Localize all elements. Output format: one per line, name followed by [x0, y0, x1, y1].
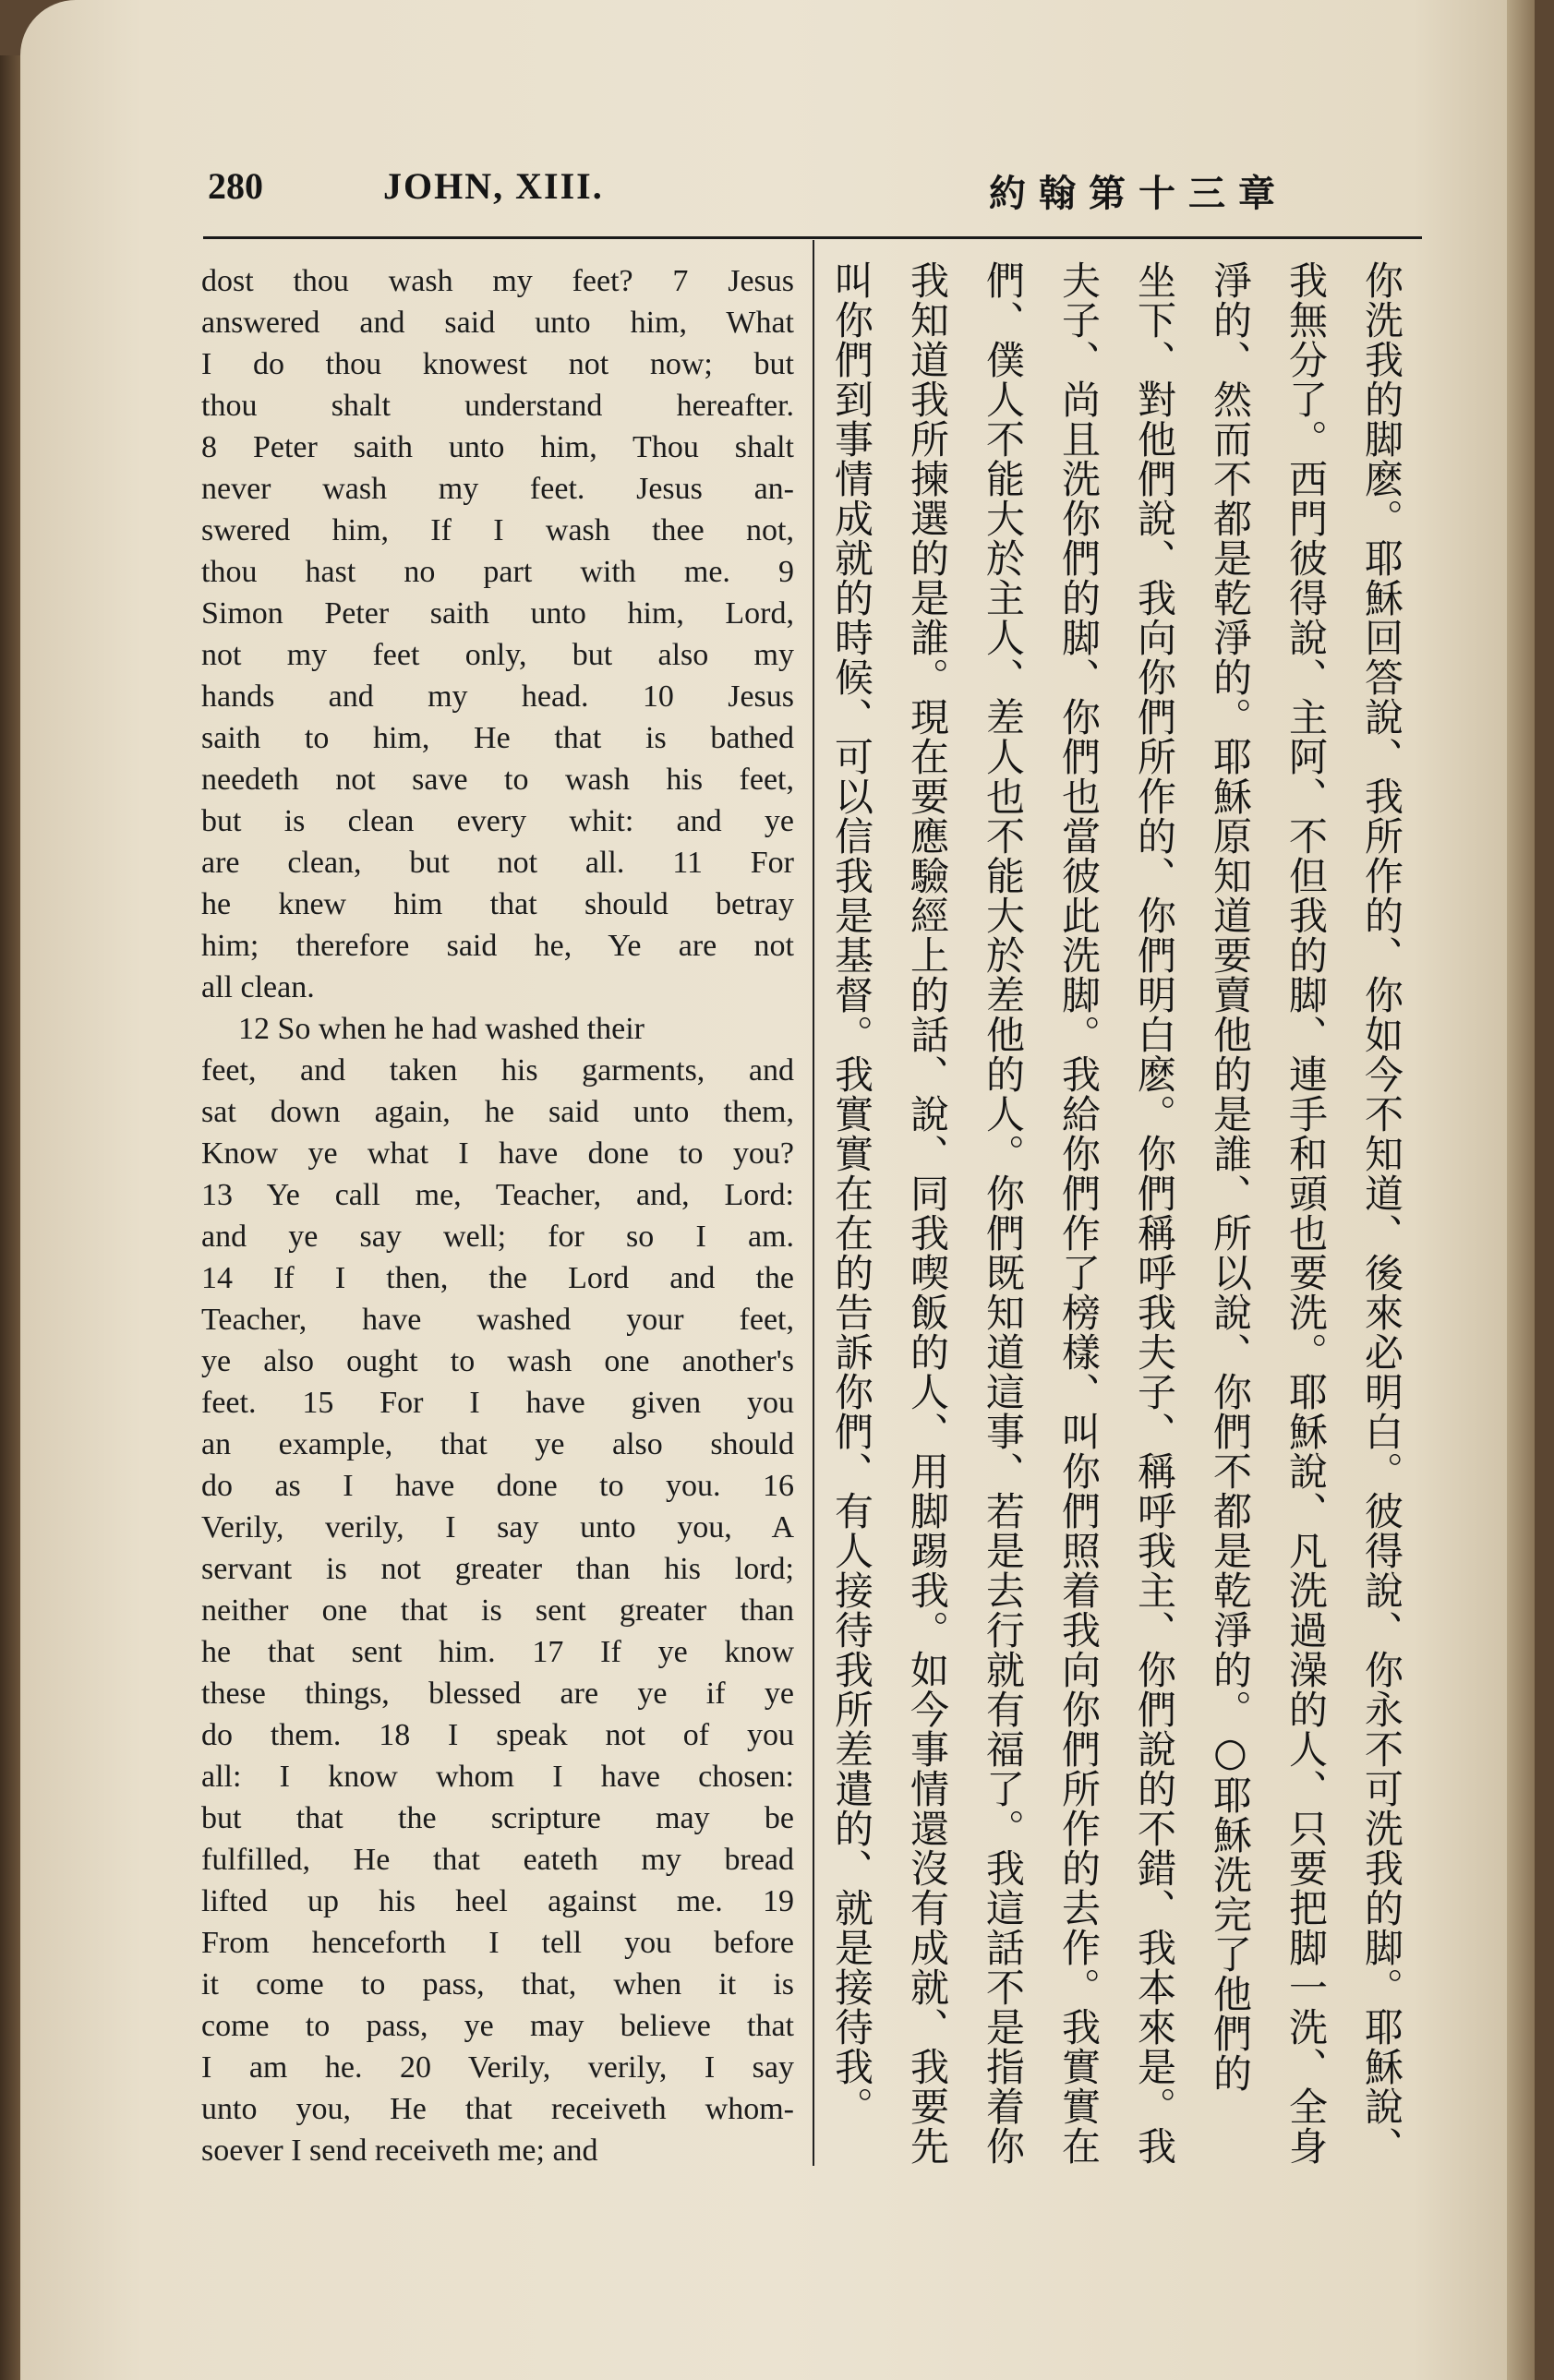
english-text-line: hands and my head. 10 Jesus: [201, 679, 794, 714]
english-text-line: all: I know whom I have chosen:: [201, 1760, 794, 1794]
english-text-line: and ye say well; for so I am.: [201, 1220, 794, 1254]
english-text-line: Verily, verily, I say unto you, A: [201, 1510, 794, 1545]
english-text-line: do them. 18 I speak not of you: [201, 1718, 794, 1752]
chinese-text-column: 淨的、然而不都是乾淨的。耶穌原知道要賣他的是誰、所以說、你們不都是乾淨的。○耶穌洗完了他們的: [1208, 260, 1253, 2093]
english-text-line: lifted up his heel against me. 19: [201, 1884, 794, 1918]
english-text-line: come to pass, ye may believe that: [201, 2009, 794, 2043]
english-text-line: ye also ought to wash one another's: [201, 1344, 794, 1378]
page-number: 280: [208, 165, 263, 207]
english-text-line: these things, blessed are ye if ye: [201, 1677, 794, 1711]
header-rule: [203, 236, 1422, 239]
english-text-line: he that sent him. 17 If ye know: [201, 1635, 794, 1669]
english-text-line: I am he. 20 Verily, verily, I say: [201, 2050, 794, 2085]
english-text-line: 12 So when he had washed their: [238, 1012, 645, 1046]
english-text-line: 8 Peter saith unto him, Thou shalt: [201, 430, 794, 464]
running-header: [208, 164, 1288, 220]
chinese-text-block: [814, 260, 1461, 2171]
english-text-line: are clean, but not all. 11 For: [201, 846, 794, 880]
english-text-line: feet. 15 For I have given you: [201, 1386, 794, 1420]
page-gutter: [1507, 0, 1535, 2380]
english-text-line: swered him, If I wash thee not,: [201, 513, 794, 547]
english-text-line: 14 If I then, the Lord and the: [201, 1261, 794, 1295]
english-running-title: JOHN, XIII.: [383, 165, 604, 207]
chinese-running-title: 約翰第十三章: [989, 173, 1288, 215]
english-text-line: thou shalt understand hereafter.: [201, 389, 794, 423]
english-text-line: neither one that is sent greater than: [201, 1593, 794, 1628]
english-text-line: unto you, He that receiveth whom-: [201, 2092, 794, 2126]
english-text-line: I do thou knowest not now; but: [201, 347, 794, 381]
english-text-line: do as I have done to you. 16: [201, 1469, 794, 1503]
english-text-line: but that the scripture may be: [201, 1801, 794, 1835]
english-text-line: all clean.: [201, 970, 315, 1004]
english-text-line: sat down again, he said unto them,: [201, 1095, 794, 1129]
english-text-line: soever I send receiveth me; and: [201, 2134, 598, 2168]
english-text-line: but is clean every whit: and ye: [201, 804, 794, 838]
english-text-line: an example, that ye also should: [201, 1427, 794, 1461]
english-text-line: feet, and taken his garments, and: [201, 1053, 794, 1088]
english-text-line: From henceforth I tell you before: [201, 1926, 794, 1960]
english-text-line: Teacher, have washed your feet,: [201, 1303, 794, 1337]
chinese-text-column: 你洗我的脚麽。耶穌回答說、我所作的、你如今不知道、後來必明白。彼得說、你永不可洗我的脚。耶穌說、: [1359, 260, 1404, 2166]
english-text-line: needeth not save to wash his feet,: [201, 763, 794, 797]
english-text-column: [201, 260, 794, 2181]
english-text-line: dost thou wash my feet? 7 Jesus: [201, 264, 794, 298]
chinese-text-column: 夫子、尚且洗你們的脚、你們也當彼此洗脚。我給你們作了榜樣、叫你們照着我向你們所作的去作。我實實在: [1056, 260, 1102, 2166]
english-text-line: answered and said unto him, What: [201, 306, 794, 340]
english-text-line: him; therefore said he, Ye are not: [201, 929, 794, 963]
english-text-line: servant is not greater than his lord;: [201, 1552, 794, 1586]
chinese-text-column: 我知道我所揀選的是誰。現在要應驗經上的話、說、同我喫飯的人、用脚踢我。如今事情還沒有成就、我要先: [905, 260, 950, 2166]
book-binding-edge: [0, 55, 20, 2380]
chinese-text-column: 們、僕人不能大於主人、差人也不能大於差他的人。你們既知道這事、若是去行就有福了。我這話不是指着你: [981, 260, 1026, 2166]
chinese-text-column: 叫你們到事情成就的時候、可以信我是基督。我實實在在的告訴你們、有人接待我所差遣的、就是接待我。: [829, 260, 874, 2126]
english-text-line: Simon Peter saith unto him, Lord,: [201, 596, 794, 631]
english-text-line: he knew him that should betray: [201, 887, 794, 921]
english-text-line: thou hast no part with me. 9: [201, 555, 794, 589]
english-text-line: Know ye what I have done to you?: [201, 1136, 794, 1171]
chinese-text-column: 坐下、對他們說、我向你們所作的、你們明白麽。你們稱呼我夫子、稱呼我主、你們說的不錯、我本來是。我: [1132, 260, 1177, 2166]
english-text-line: 13 Ye call me, Teacher, and, Lord:: [201, 1178, 794, 1212]
english-text-line: not my feet only, but also my: [201, 638, 794, 672]
english-text-line: fulfilled, He that eateth my bread: [201, 1843, 794, 1877]
english-text-line: it come to pass, that, when it is: [201, 1967, 794, 2001]
english-text-line: saith to him, He that is bathed: [201, 721, 794, 755]
english-text-line: never wash my feet. Jesus an-: [201, 472, 794, 506]
chinese-text-column: 我無分了。西門彼得說、主阿、不但我的脚、連手和頭也要洗。耶穌說、凡洗過澡的人、只要把脚一洗、全身: [1283, 260, 1329, 2166]
